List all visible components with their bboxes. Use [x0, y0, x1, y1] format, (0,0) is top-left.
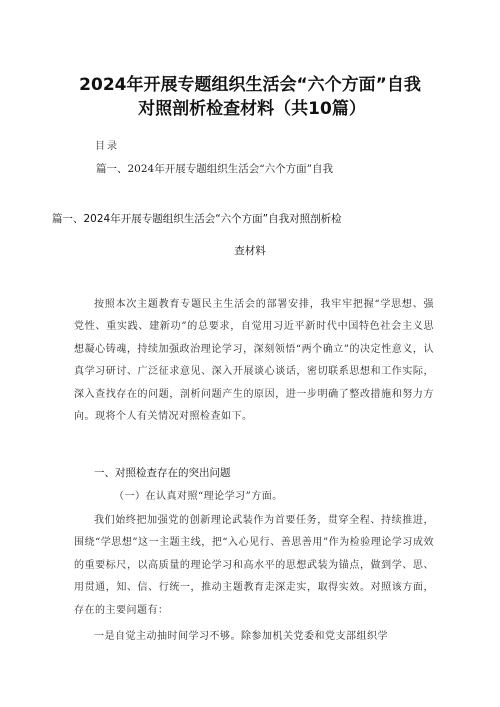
- document-title: [40, 73, 460, 121]
- document-title-line1: 2024年开展专题组织生活会“六个方面”自我: [79, 75, 421, 95]
- section-title: 篇一、2024年开展专题组织生活会“六个方面”自我对照剖析检: [52, 213, 342, 225]
- section-title-continued: 查材料: [234, 245, 266, 257]
- body-paragraph: 我们始终把加强党的创新理论武装作为首要任务，贯穿全程、持续推进，围绕“学思想”这一主题主线，把“入心见行、善思善用”作为检验理论学习成效的重要标尺，以高质量的理论学习和高水平的思想武装为锚点，做到学、思、用贯通，知、信、行统一，推动主题教育走深走实，取得实效。对照该方面，存在的主要问题有：: [74, 515, 434, 616]
- section-heading: 一、对照检查存在的突出问题: [94, 467, 231, 479]
- subsection-heading: （一）在认真对照“理论学习”方面。: [114, 491, 283, 502]
- body-paragraph: 一是自觉主动抽时间学习不够。除参加机关党委和党支部组织学: [94, 631, 388, 642]
- body-paragraph: 按照本次主题教育专题民主生活会的部署安排，我牢牢把握“学思想、强党性、重实践、建新功”的总要求，自觉用习近平新时代中国特色社会主义思想凝心铸魂，持续加强政治理论学习，深刻领悟“两个确立”的决定性意义，认真学习研讨、广泛征求意见、深入开展谈心谈话，密切联系思想和工作实际，深入查找存在的问题，剖析问题产生的原因，进一步明确了整改措施和努力方向。现将个人有关情况对照检查如下。: [74, 299, 434, 423]
- document-title-line2: 对照剖析检查材料（共10篇）: [138, 99, 366, 119]
- toc-item[interactable]: 篇一、2024年开展专题组织生活会“六个方面”自我: [96, 163, 333, 175]
- toc-label: 目录: [95, 141, 119, 152]
